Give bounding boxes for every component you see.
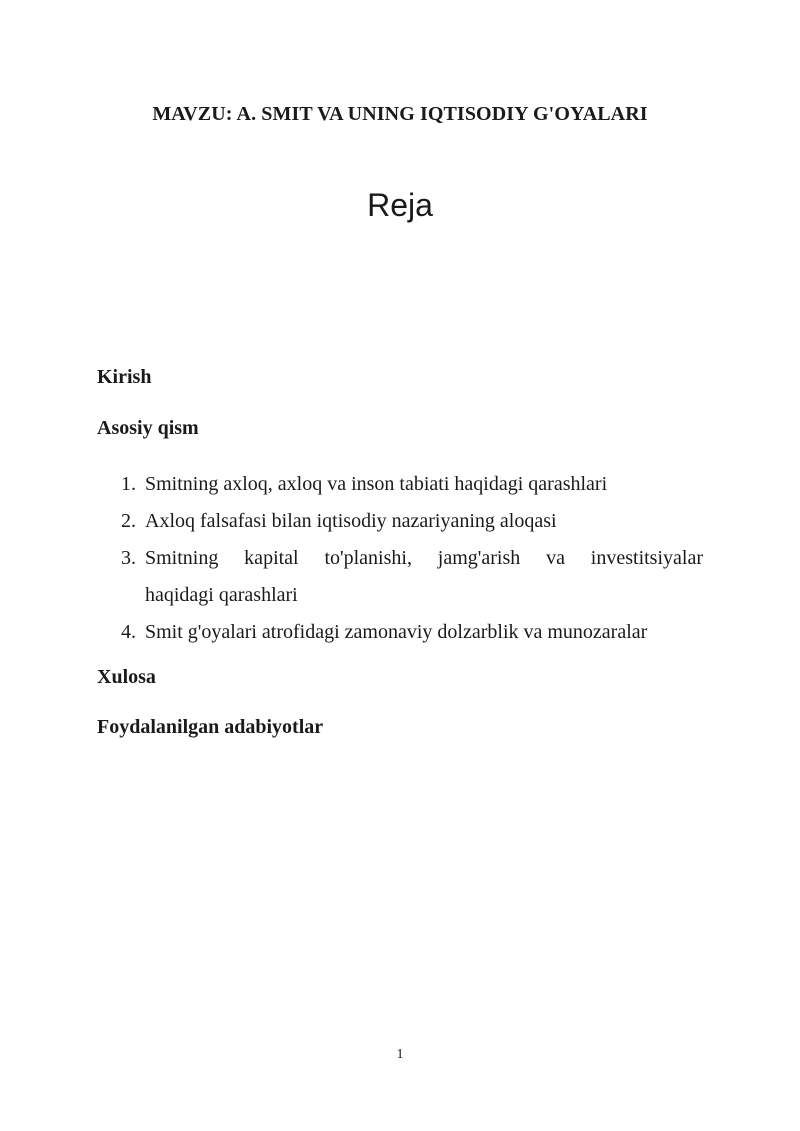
toc-item-3 <box>97 540 703 614</box>
toc-item-number: 3. <box>121 547 136 569</box>
section-references: Foydalanilgan adabiyotlar <box>97 716 324 738</box>
toc-item-text: Smitning axloq, axloq va inson tabiati haqidagi qarashlari <box>145 473 608 495</box>
toc-item-number: 4. <box>121 621 136 643</box>
toc-item-1 <box>97 466 703 503</box>
section-conclusion: Xulosa <box>97 666 156 688</box>
section-main: Asosiy qism <box>97 417 199 439</box>
toc-item-text: Axloq falsafasi bilan iqtisodiy nazariyaning aloqasi <box>145 510 557 532</box>
section-intro: Kirish <box>97 366 152 388</box>
page-title: MAVZU: A. SMIT VA UNING IQTISODIY G'OYALARI <box>152 103 648 125</box>
toc-item-number: 1. <box>121 473 136 495</box>
toc-item-text: Smit g'oyalari atrofidagi zamonaviy dolzarblik va munozaralar <box>145 621 648 643</box>
toc-list <box>97 466 703 651</box>
toc-item-text-line1: Smitning kapital to'planishi, jamg'arish va investitsiyalar <box>145 547 703 569</box>
toc-item-4 <box>97 614 703 651</box>
plan-heading: Reja <box>367 187 433 223</box>
toc-item-number: 2. <box>121 510 136 532</box>
page-number: 1 <box>396 1047 404 1062</box>
toc-item-2 <box>97 503 703 540</box>
toc-item-text-line2: haqidagi qarashlari <box>145 584 298 606</box>
